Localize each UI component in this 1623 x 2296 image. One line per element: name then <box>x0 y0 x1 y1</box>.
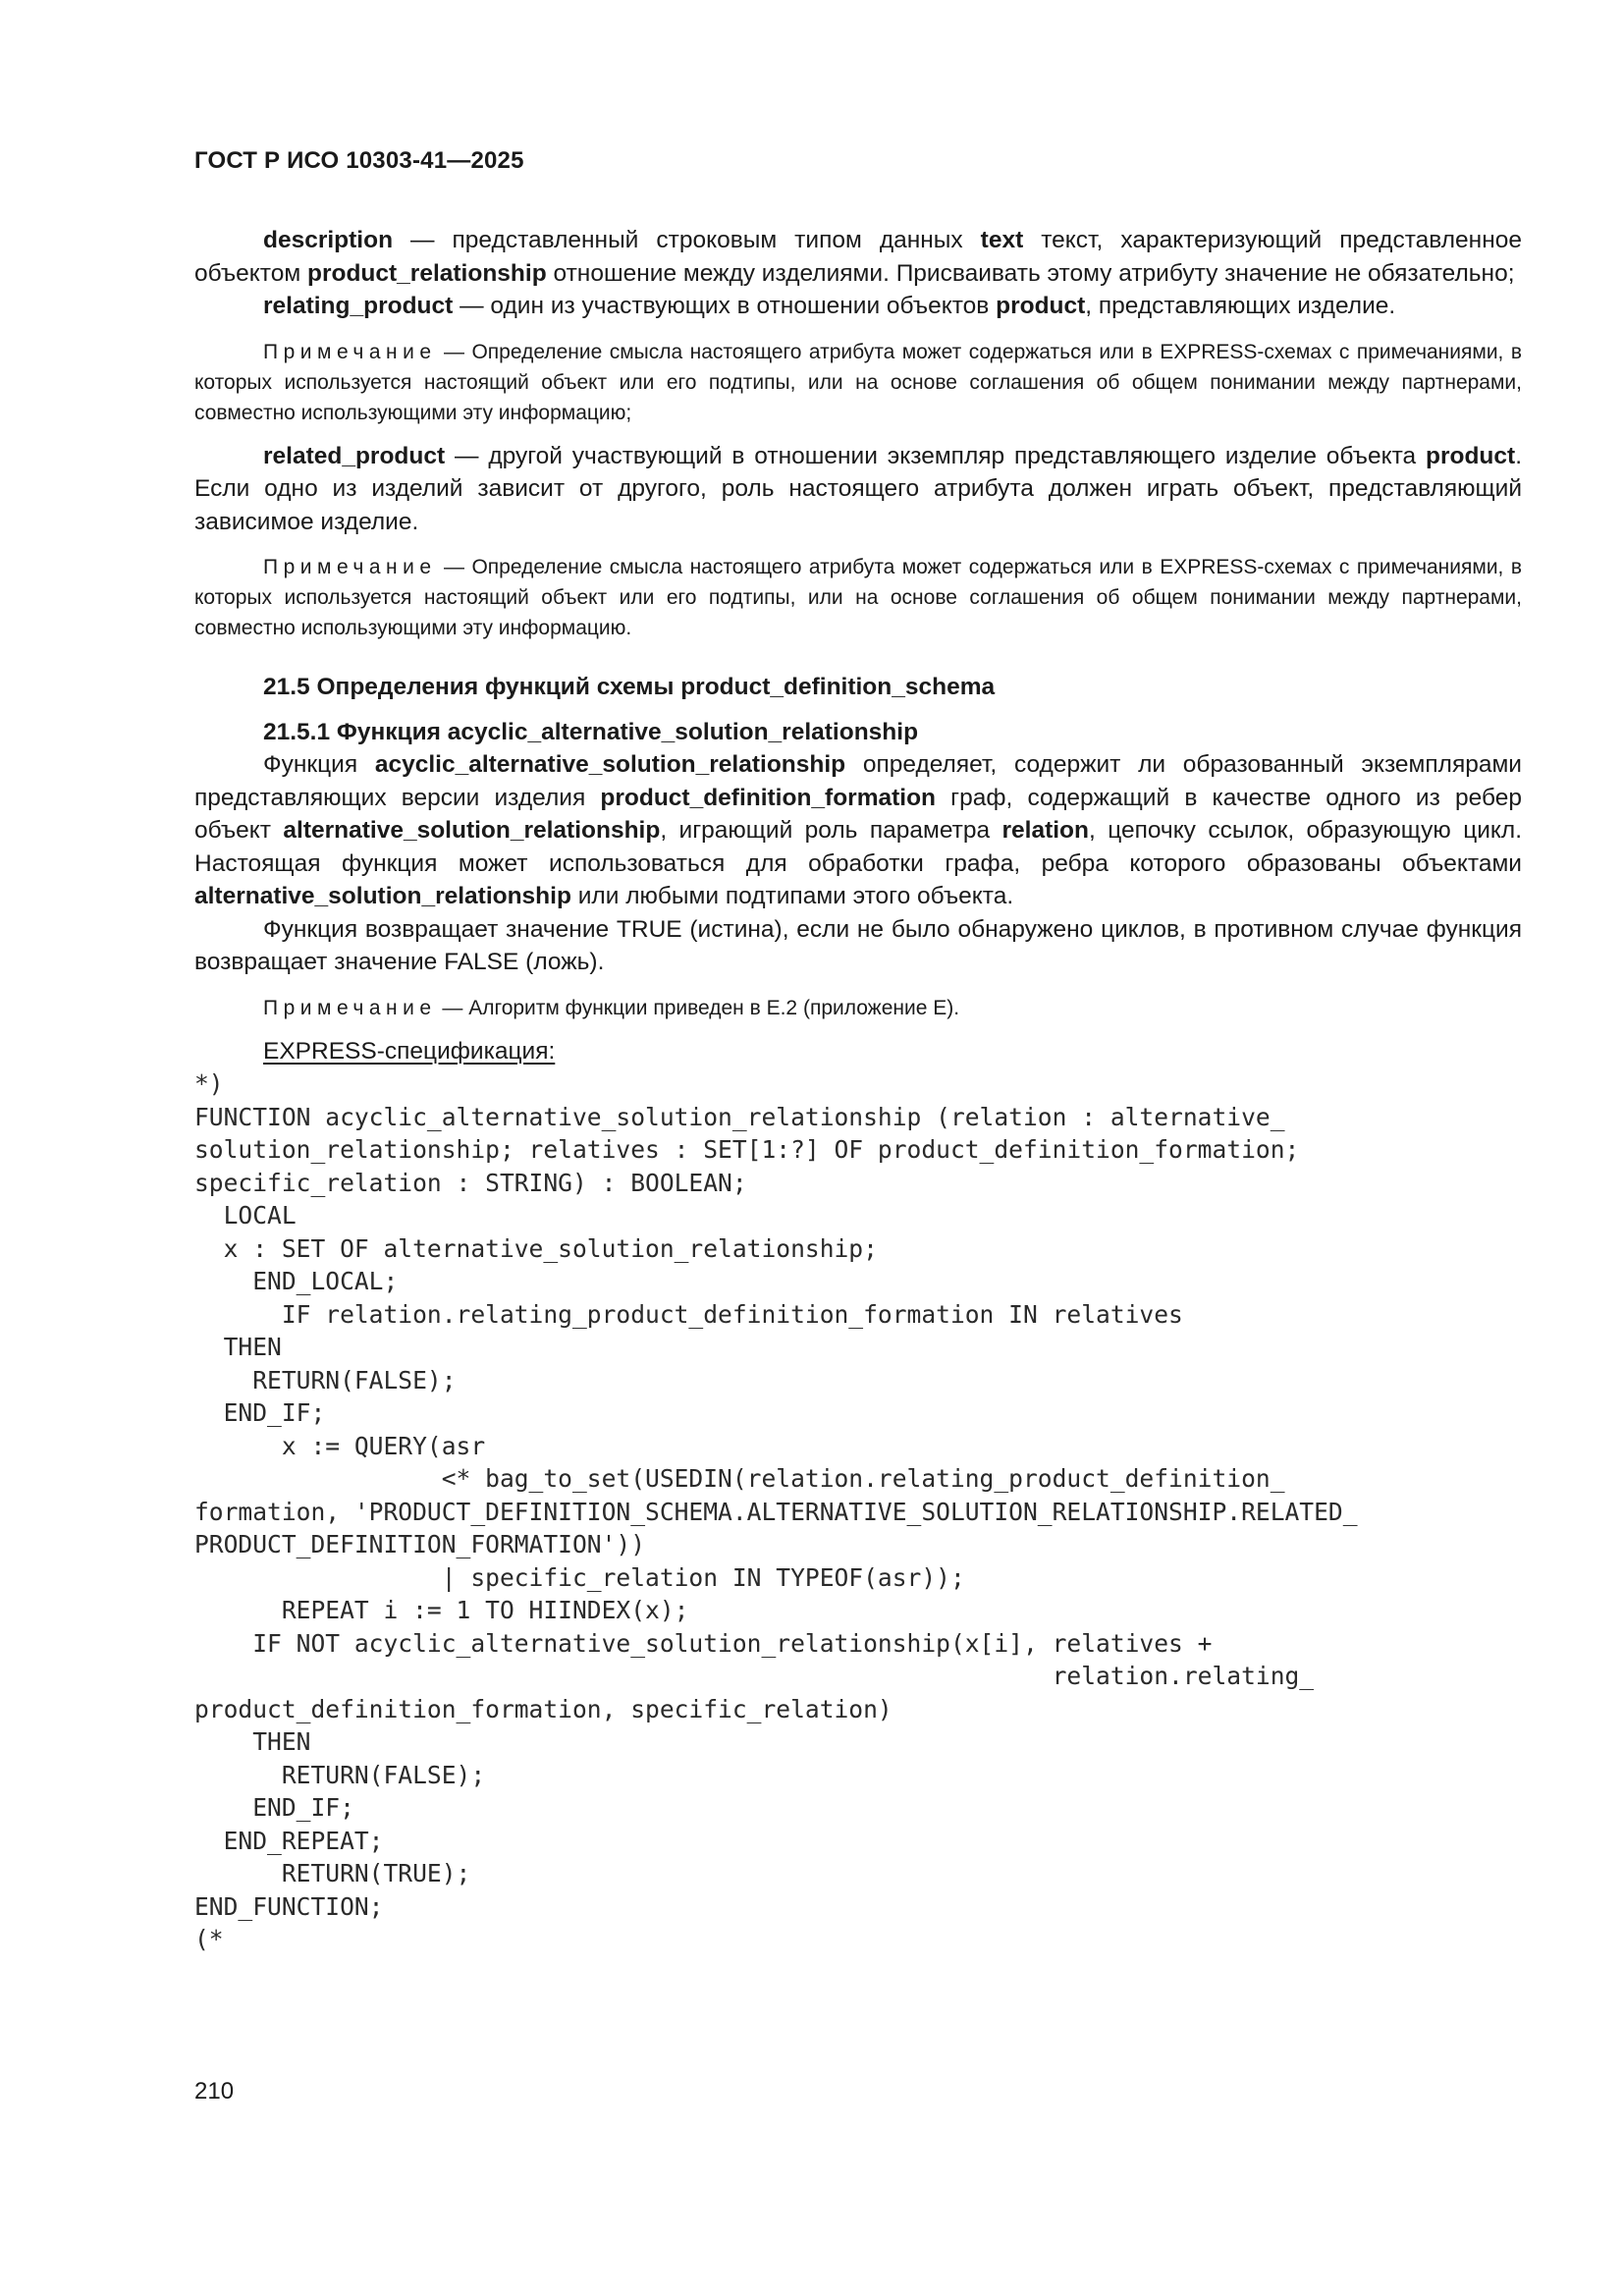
attr-term: related_product <box>263 442 446 469</box>
function-return-description: Функция возвращает значение TRUE (истина), если не было обнаружено циклов, в противном случае функция возвращает значение FALSE (ложь). <box>194 915 1522 975</box>
express-spec-label: EXPRESS-спецификация: <box>263 1037 556 1065</box>
note-label: Примечание <box>263 340 437 363</box>
attr-term: relating_product <box>263 293 454 319</box>
subsection-heading: 21.5.1 Функция acyclic_alternative_solution_relationship <box>263 718 919 745</box>
function-description: Функция acyclic_alternative_solution_relationship определяет, содержит ли образованный экземплярами представляющих версии изделия product_definition_formation граф, содержащий в качестве одного из ребер объект alternative_solution_relationship, играющий роль параметра relation, цепочку ссылок, образующую цикл. Настоящая функция может использоваться для обработки графа, ребра которого образованы объектами alternative_solution_relationship или любыми подтипами этого объекта. <box>194 751 1523 909</box>
attr-description: description — представленный строковым типом данных text текст, характеризующий представленное объектом product_relationship отношение между изделиями. Присваивать этому атрибуту значение не обязательно; <box>194 227 1522 287</box>
express-code-block: *) FUNCTION acyclic_alternative_solution_relationship (relation : alternative_ solution_relationship; relatives : SET[1:?] OF product_definition_formation; specific_relation : STRING) : BOOLEAN; LOCAL x : SET OF alternative_solution_relationship; END_LOCAL; IF relation.relating_product_definition_formation IN relatives THEN RETURN(FALSE); END_IF; x := QUERY(asr <* bag_to_set(USEDIN(relation.relating_product_definition_ formation, 'PRODUCT_DEFINITION_SCHEMA.ALTERNATIVE_SOLUTION_RELATIONSHIP.RELATED_ PRODUCT_DEFINITION_FORMATION')) | specific_relation IN TYPEOF(asr)); REPEAT i := 1 TO HIINDEX(x); IF NOT acyclic_alternative_solution_relationship(x[i], relatives + relation.relating_ product_definition_formation, specific_relation) THEN RETURN(FALSE); END_IF; END_REPEAT; RETURN(TRUE); END_FUNCTION; (* <box>194 1069 1358 1953</box>
document-header: ГОСТ Р ИСО 10303-41—2025 <box>194 147 524 174</box>
note-label: Примечание <box>263 996 437 1019</box>
document-page <box>194 0 1522 2296</box>
note: Примечание — Определение смысла настоящего атрибута может содержаться или в EXPRESS-схемах с примечаниями, в которых используется настоящий объект или его подтипы, или на основе соглашения об общем понимании между партнерами, совместно использующими эту информацию; <box>194 340 1522 424</box>
attr-relating-product: relating_product — один из участвующих в отношении объектов product, представляющих изделие. <box>263 293 1396 319</box>
note: Примечание — Определение смысла настоящего атрибута может содержаться или в EXPRESS-схемах с примечаниями, в которых используется настоящий объект или его подтипы, или на основе соглашения об общем понимании между партнерами, совместно использующими эту информацию. <box>194 556 1522 639</box>
page-number: 210 <box>194 2078 235 2105</box>
section-heading: 21.5 Определения функций схемы product_definition_schema <box>263 674 996 700</box>
note: Примечание — Алгоритм функции приведен в Е.2 (приложение Е). <box>263 996 960 1019</box>
document-body <box>194 224 1522 1956</box>
note-label: Примечание <box>263 556 437 578</box>
attr-related-product: related_product — другой участвующий в отношении экземпляр представляющего изделие объекта product. Если одно из изделий зависит от другого, роль настоящего атрибута должен играть объект, представляющий зависимое изделие. <box>194 442 1522 535</box>
attr-term: description <box>263 227 394 253</box>
